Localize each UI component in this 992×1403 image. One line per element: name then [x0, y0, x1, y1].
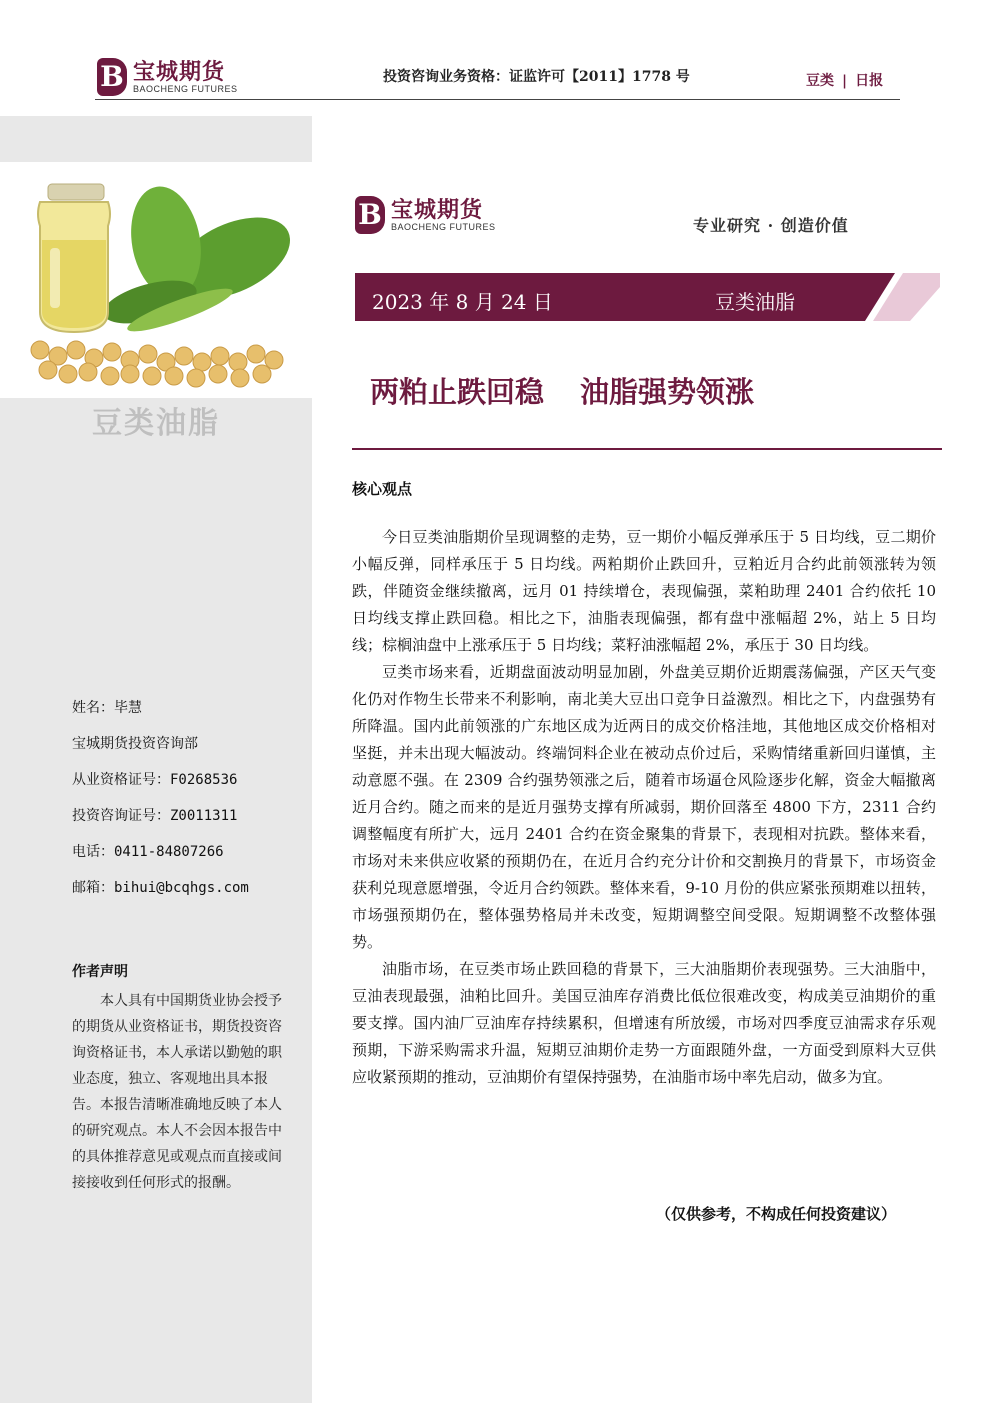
headline-part2: 油脂强势领涨 — [580, 375, 755, 409]
logo-cn: 宝城期货 — [133, 58, 226, 85]
main-logo-en: BAOCHENG FUTURES — [391, 221, 496, 232]
section-title: 核心观点 — [352, 480, 413, 498]
author-statement-body: 本人具有中国期货业协会授予的期货从业资格证书，期货投资咨询资格证书，本人承诺以勤勉的职业态度，独立、客观地出具本报告。本报告清晰准确地反映了本人的研究观点。本人不会因本报告中的具体推荐意见或观点而直接或间接接收到任何形式的报酬。 — [72, 993, 282, 1191]
author-contact — [72, 690, 249, 906]
headline — [370, 370, 754, 411]
body-paragraph: 今日豆类油脂期价呈现调整的走势，豆一期价小幅反弹承压于 5 日均线，豆二期价小幅反弹，同样承压于 5 日均线。两粕期价止跌回升，豆粕近月合约此前领涨转为领跌，伴随资金继续撤离，远月 01 持续增仓，表现偏强，菜粕助理 2401 合约依托 10 日均线支撑止跌回稳。相比之下，油脂表现偏强，都有盘中涨幅超 2%，站上 5 日均线；棕榈油盘中上涨承压于 5 日均线；菜籽油涨幅超 2%，承压于 30 日均线。 — [352, 528, 936, 654]
author-dept: 宝城期货投资咨询部 — [72, 736, 198, 752]
brand-logo — [97, 58, 238, 96]
report-category: 豆类 | 日报 — [806, 73, 884, 89]
logo-b-icon: B — [97, 58, 127, 96]
slogan: 专业研究 · 创造价值 — [693, 216, 849, 235]
report-type-label: 日报 — [855, 73, 884, 89]
logo-b-icon: B — [355, 196, 385, 234]
main-logo — [355, 196, 496, 234]
report-body — [352, 524, 936, 1091]
author-name: 姓名：毕慧 — [72, 700, 142, 716]
author-license: 从业资格证号：F0268536 — [72, 772, 238, 788]
main-logo-cn: 宝城期货 — [391, 196, 484, 223]
qualification-text: 投资咨询业务资格：证监许可【2011】1778 号 — [383, 69, 690, 85]
date-banner — [355, 273, 940, 321]
author-advisor-license: 投资咨询证号：Z0011311 — [72, 808, 238, 824]
author-email: 邮箱：bihui@bcqhgs.com — [72, 880, 249, 896]
body-paragraph: 豆类市场来看，近期盘面波动明显加剧，外盘美豆期价近期震荡偏强，产区天气变化仍对作物生长带来不利影响，南北美大豆出口竞争日益激烈。相比之下，内盘强势有所降温。国内此前领涨的广东地区成为近两日的成交价格洼地，其他地区成交价格相对坚挺，并未出现大幅波动。终端饲料企业在被动点价过后，采购情绪重新回归谨慎，主动意愿不强。在 2309 合约强势领涨之后，随着市场逼仓风险逐步化解，资金大幅撤离近月合约。随之而来的是近月强势支撑有所减弱，期价回落至 4800 下方，2311 合约调整幅度有所扩大，远月 2401 合约在资金聚集的背景下，表现相对抗跌。整体来看，市场对未来供应收紧的预期仍在，在近月合约充分计价和交割换月的背景下，市场资金获利兑现意愿增强，令近月合约领跌。整体来看，9-10 月份的供应紧张预期难以扭转，市场强预期仍在，整体强势格局并未改变，短期调整空间受限。短期调整不改整体强势。 — [352, 663, 936, 951]
author-phone: 电话：0411-84807266 — [72, 844, 224, 860]
author-statement-title: 作者声明 — [72, 964, 128, 980]
headline-divider — [352, 448, 942, 450]
report-topic: 豆类油脂 — [715, 290, 795, 314]
soybean-oil-photo — [0, 162, 312, 398]
category-label: 豆类 — [806, 73, 834, 89]
soybean-oil-jar-image — [0, 162, 312, 398]
sidebar-title: 豆类油脂 — [92, 406, 220, 441]
report-date: 2023 年 8 月 24 日 — [372, 290, 553, 314]
body-paragraph: 油脂市场，在豆类市场止跌回稳的背景下，三大油脂期价表现强势。三大油脂中，豆油表现最强，油粕比回升。美国豆油库存消费比低位很难改变，构成美豆油期价的重要支撑。国内油厂豆油库存持续累积，但增速有所放缓，市场对四季度豆油需求存乐观预期，下游采购需求升温，短期豆油期价走势一方面跟随外盘，一方面受到原料大豆供应收紧预期的推动，豆油期价有望保持强势，在油脂市场中率先启动，做多为宜。 — [352, 960, 936, 1086]
investment-disclaimer: （仅供参考，不构成任何投资建议） — [656, 1205, 897, 1223]
headline-part1: 两粕止跌回稳 — [370, 375, 545, 409]
logo-en: BAOCHENG FUTURES — [133, 83, 238, 94]
